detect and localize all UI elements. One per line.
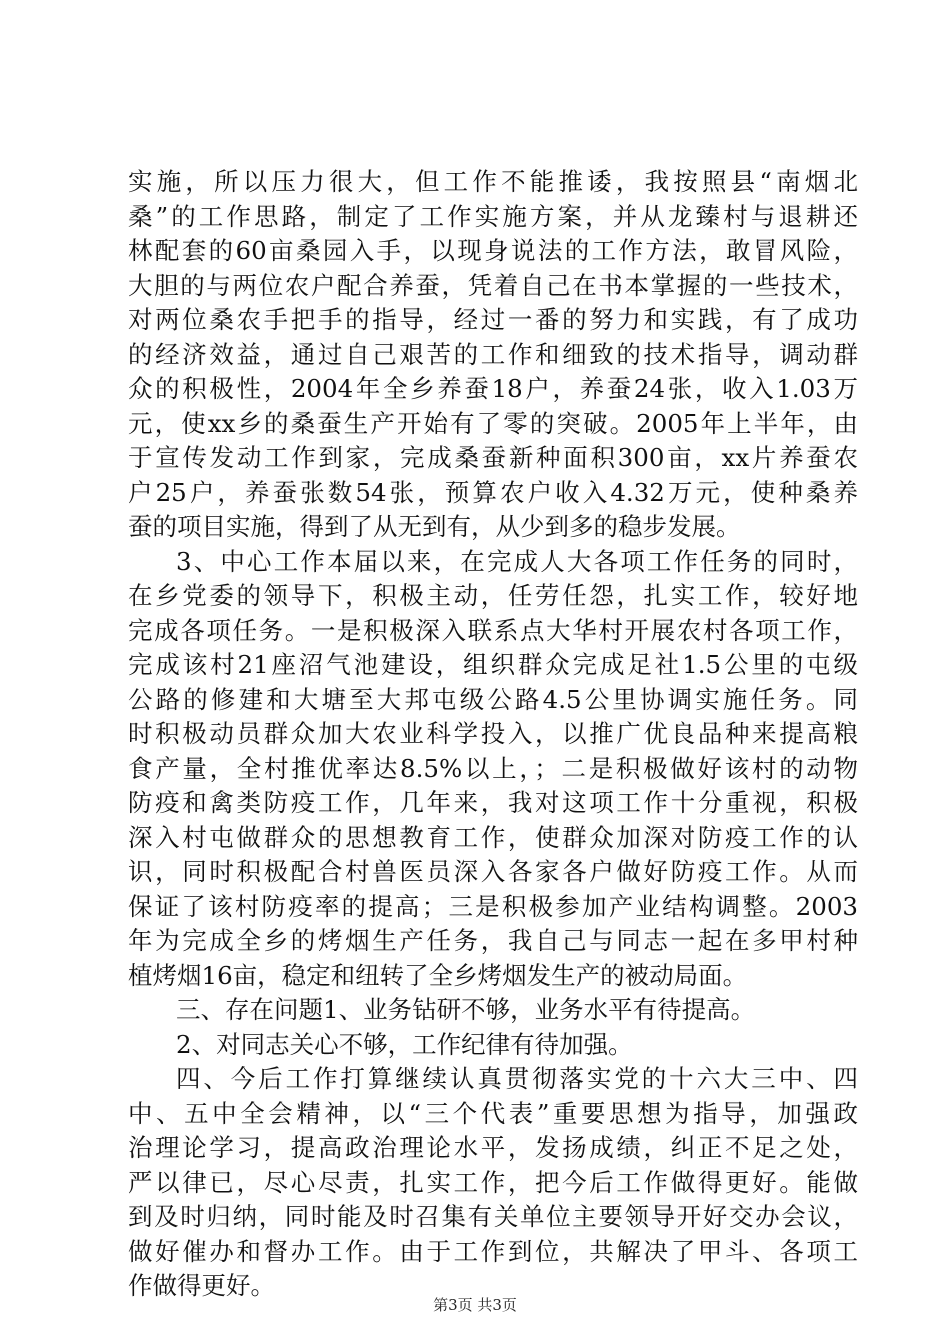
text-line: 深入村屯做群众的思想教育工作，使群众加深对防疫工作的认 <box>128 822 858 852</box>
section-heading-line: 四、今后工作打算继续认真贯彻落实党的十六大三中、四 <box>176 1064 858 1093</box>
text-line: 众的积极性，2004年全乡养蚕18户，养蚕24张，收入1.03万 <box>128 374 858 403</box>
section-heading-line: 三、存在问题1、业务钻研不够，业务水平有待提高。 <box>176 995 756 1024</box>
text-line: 保证了该村防疫率的提高；三是积极参加产业结构调整。2003 <box>128 891 858 921</box>
paragraph-start-line: 3、中心工作本届以来，在完成人大各项工作任务的同时， <box>176 546 858 576</box>
text-line: 到及时归纳，同时能及时召集有关单位主要领导开好交办会议， <box>128 1202 858 1231</box>
text-line: 公路的修建和大塘至大邦屯级公路4.5公里协调实施任务。同 <box>128 684 858 714</box>
text-line: 严以律已，尽心尽责，扎实工作，把今后工作做得更好。能做 <box>128 1167 858 1197</box>
text-line: 植烤烟16亩，稳定和纽转了全乡烤烟发生产的被动局面。 <box>128 960 748 990</box>
text-line: 户25户，养蚕张数54张，预算农户收入4.32万元，使种桑养 <box>128 477 858 507</box>
text-line: 林配套的60亩桑园入手，以现身说法的工作方法，敢冒风险， <box>128 236 858 265</box>
page-number-footer: 第3页 共3页 <box>433 1296 517 1314</box>
text-line: 在乡党委的领导下，积极主动，任劳任怨，扎实工作，较好地 <box>128 581 858 610</box>
text-line: 时积极动员群众加大农业科学投入，以推广优良品种来提高粮 <box>128 719 858 748</box>
text-line: 于宣传发动工作到家，完成桑蚕新种面积300亩，xx片养蚕农 <box>128 443 858 472</box>
body-text <box>128 165 858 1304</box>
text-line: 大胆的与两位农户配合养蚕，凭着自己在书本掌握的一些技术， <box>128 270 858 300</box>
text-line: 做好催办和督办工作。由于工作到位，共解决了甲斗、各项工 <box>128 1236 858 1266</box>
text-line: 元，使xx乡的桑蚕生产开始有了零的突破。2005年上半年，由 <box>128 408 858 438</box>
text-line: 食产量，全村推优率达8.5%以上，；二是积极做好该村的动物 <box>128 753 858 783</box>
text-line: 完成各项任务。一是积极深入联系点大华村开展农村各项工作， <box>128 615 858 645</box>
text-line: 完成该村21座沼气池建设，组织群众完成足社1.5公里的屯级 <box>128 650 858 679</box>
text-line: 年为完成全乡的烤烟生产任务，我自己与同志一起在多甲村种 <box>128 926 858 955</box>
text-line: 的经济效益，通过自己艰苦的工作和细致的技术指导，调动群 <box>128 339 858 369</box>
paragraph-start-line: 2、对同志关心不够，工作纪律有待加强。 <box>176 1029 633 1059</box>
text-line: 识，同时积极配合村兽医员深入各家各户做好防疫工作。从而 <box>128 857 858 886</box>
text-line: 治理论学习，提高政治理论水平，发扬成绩，纠正不足之处， <box>128 1133 858 1162</box>
text-line: 作做得更好。 <box>128 1271 275 1300</box>
text-line: 防疫和禽类防疫工作，几年来，我对这项工作十分重视，积极 <box>128 788 858 817</box>
text-line: 对两位桑农手把手的指导，经过一番的努力和实践，有了成功 <box>128 305 858 334</box>
text-line: 蚕的项目实施，得到了从无到有，从少到多的稳步发展。 <box>128 512 741 541</box>
text-line: 桑”的工作思路，制定了工作实施方案，并从龙臻村与退耕还 <box>128 201 858 231</box>
text-line: 中、五中全会精神，以“三个代表”重要思想为指导，加强政 <box>128 1098 858 1128</box>
text-line: 实施，所以压力很大，但工作不能推诿，我按照县“南烟北 <box>128 167 858 196</box>
